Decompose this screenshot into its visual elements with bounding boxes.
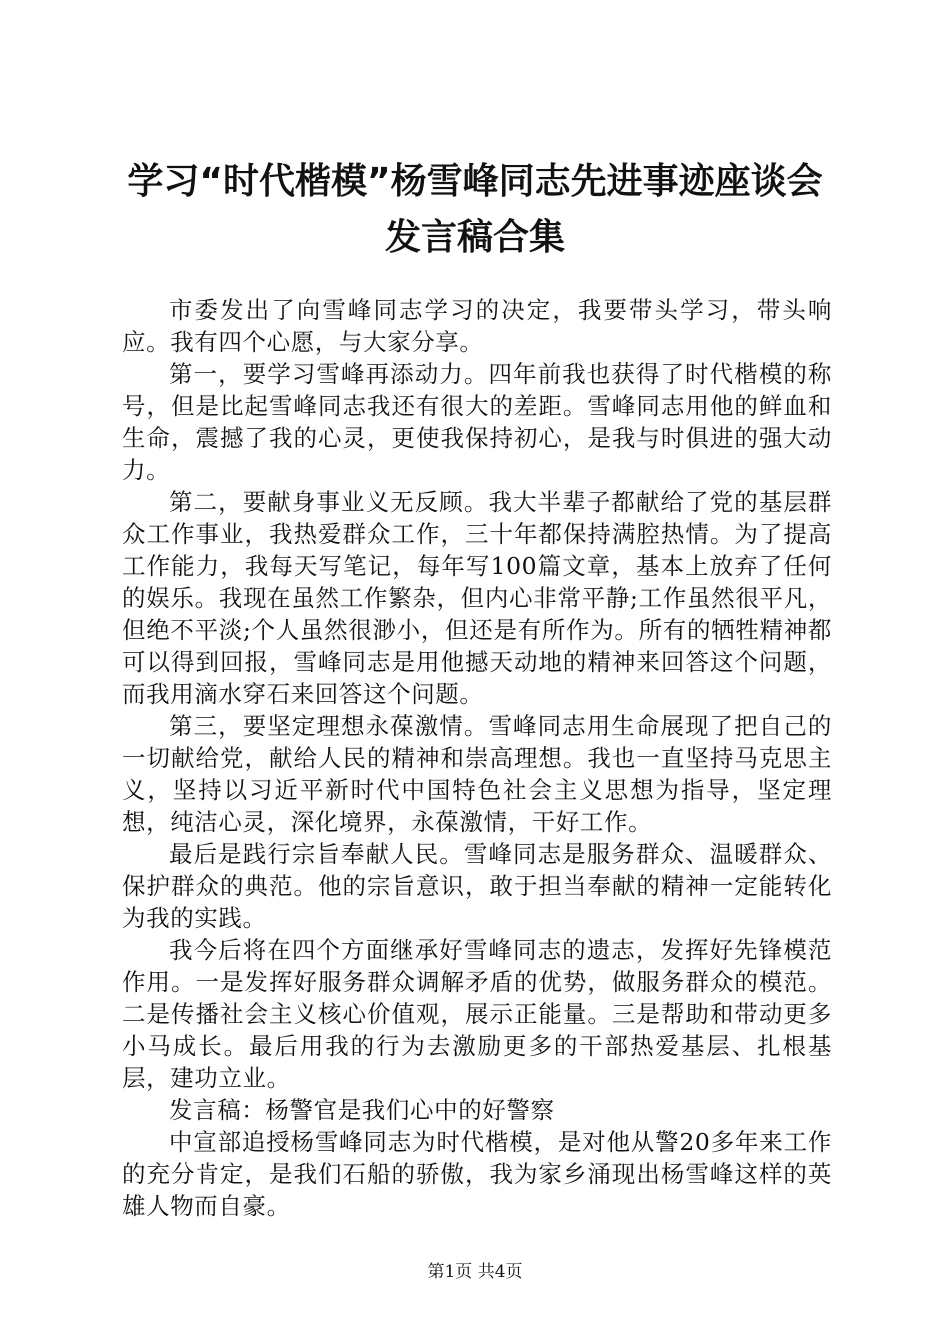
paragraph: 第一，要学习雪峰再添动力。四年前我也获得了时代楷模的称号，但是比起雪峰同志我还有很大的差距。雪峰同志用他的鲜血和生命，震撼了我的心灵，更使我保持初心，是我与时俱进的强大动力。 [122,360,832,484]
title-line-1: 学习“时代楷模”杨雪峰同志先进事迹座谈会 [127,161,823,202]
document-body [122,294,832,1222]
paragraph: 第三，要坚定理想永葆激情。雪峰同志用生命展现了把自己的一切献给党，献给人民的精神和崇高理想。我也一直坚持马克思主义，坚持以习近平新时代中国特色社会主义思想为指导，坚定理想，纯洁心灵，深化境界，永葆激情，干好工作。 [122,712,832,836]
title-line-2: 发言稿合集 [384,217,565,258]
paragraph: 中宣部追授杨雪峰同志为时代楷模，是对他从警20多年来工作的充分肯定，是我们石船的骄傲，我为家乡涌现出杨雪峰这样的英雄人物而自豪。 [122,1128,832,1220]
paragraph: 我今后将在四个方面继承好雪峰同志的遗志，发挥好先锋模范作用。一是发挥好服务群众调解矛盾的优势，做服务群众的模范。二是传播社会主义核心价值观，展示正能量。三是帮助和带动更多小马成长。最后用我的行为去激励更多的干部热爱基层、扎根基层，建功立业。 [122,936,832,1092]
paragraph: 第二，要献身事业义无反顾。我大半辈子都献给了党的基层群众工作事业，我热爱群众工作，三十年都保持满腔热情。为了提高工作能力，我每天写笔记，每年写100篇文章，基本上放弃了任何的娱乐。我现在虽然工作繁杂，但内心非常平静;工作虽然很平凡，但绝不平淡;个人虽然很渺小，但还是有所作为。所有的牺牲精神都可以得到回报，雪峰同志是用他撼天动地的精神来回答这个问题，而我用滴水穿石来回答这个问题。 [122,488,832,708]
paragraph: 最后是践行宗旨奉献人民。雪峰同志是服务群众、温暖群众、保护群众的典范。他的宗旨意识，敢于担当奉献的精神一定能转化为我的实践。 [122,840,832,932]
page-number-footer: 第1页 共4页 [427,1262,523,1282]
paragraph: 市委发出了向雪峰同志学习的决定，我要带头学习，带头响应。我有四个心愿，与大家分享。 [122,296,832,356]
section-heading: 发言稿：杨警官是我们心中的好警察 [169,1096,555,1124]
